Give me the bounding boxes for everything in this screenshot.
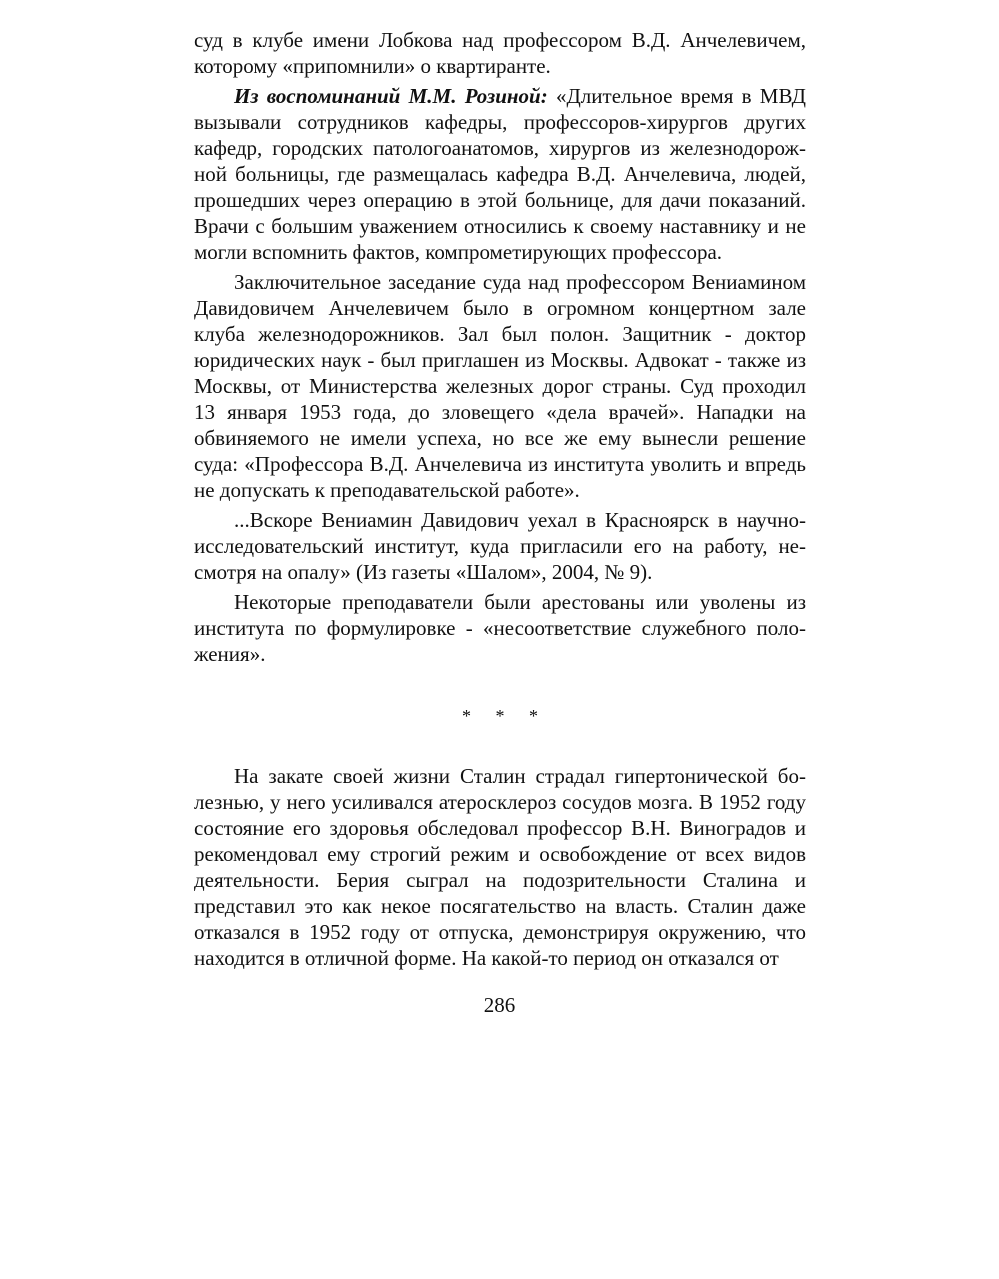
page-body xyxy=(194,27,806,975)
paragraph-2 xyxy=(194,83,806,265)
paragraph-2-text: «Длительное время в МВД вызывали сотрудников кафедры, профессоров-хирургов других кафедр, городских патологоанатомов, хирургов из железнодорожной больницы, где размещалась кафедра В.Д. Анчелевича, людей, прошедших через операцию в этой больнице, для дачи показаний. Врачи с большим уважением относились к своему наставнику и не могли вспомнить фактов, компрометирующих профессора. xyxy=(194,84,806,264)
paragraph-4: ...Вскоре Вениамин Давидович уехал в Красноярск в научноисследовательский институт, куда пригласили его на работу, несмотря на опалу» (Из газеты «Шалом», 2004, № 9). xyxy=(194,508,806,584)
memoir-source-label: Из воспоминаний М.М. Розиной: xyxy=(234,84,548,108)
paragraph-1: суд в клубе имени Лобкова над профессором В.Д. Анчелевичем, которому «припомнили» о квартиранте. xyxy=(194,28,806,78)
paragraph-6: На закате своей жизни Сталин страдал гипертонической болезнью, у него усиливался атеросклероз сосудов мозга. В 1952 году состояние его здоровья обследовал профессор В.Н. Виноградов и рекомендовал ему строгий режим и освобождение от всех видов деятельности. Берия сыграл на подозрительности Сталина и представил это как некое посягательство на власть. Сталин даже отказался в 1952 году от отпуска, демонстрируя окружению, что находится в отличной форме. На какой-то период он отказался от xyxy=(194,764,806,970)
section-separator: * * * xyxy=(462,706,548,726)
page-number: 286 xyxy=(483,993,516,1017)
paragraph-3: Заключительное заседание суда над профессором Вениамином Давидовичем Анчелевичем было в огромном концертном зале клуба железнодорожников. Зал был полон. Защитник - доктор юридических наук - был приглашен из Москвы. Адвокат - также из Москвы, от Министерства железных дорог страны. Суд проходил 13 января 1953 года, до зловещего «дела врачей». Нападки на обвиняемого не имели успеха, но все же ему вынесли решение суда: «Профессора В.Д. Анчелевича из института уволить и впредь не допускать к преподавательской работе». xyxy=(194,270,806,502)
paragraph-5: Некоторые преподаватели были арестованы или уволены из института по формулировке - «несоответствие служебного положения». xyxy=(194,590,806,666)
